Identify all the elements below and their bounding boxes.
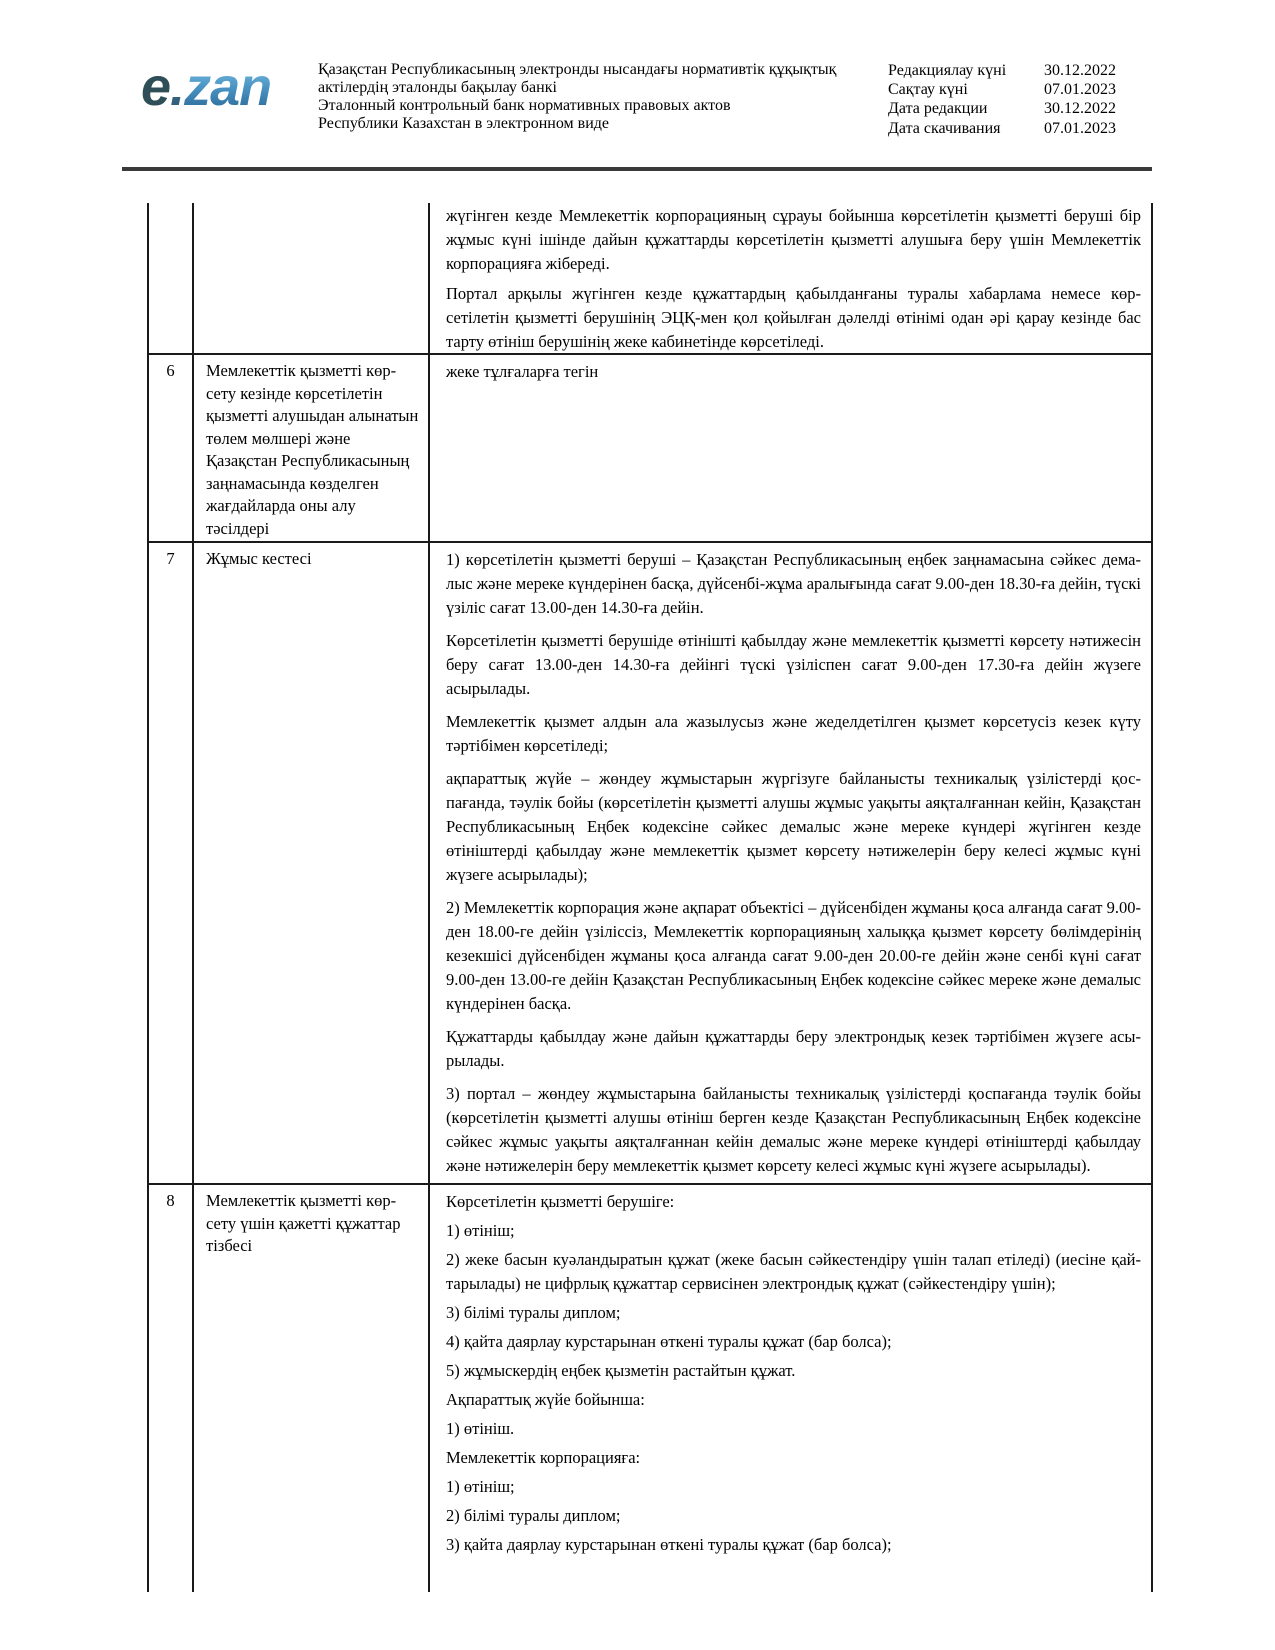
bank-title-line: Республики Казахстан в электронном виде: [318, 115, 610, 132]
row-label: Мемлекеттік қызметті көрсету кезінде көрсетілетін қызметті алушыдан алынатын төлем мөлшері және Қазақстан Республикасының заңнамасында көзделген жағдайларда оны алу тәсілдері: [194, 355, 430, 541]
table-row: [149, 353, 1151, 541]
row-number: 7: [149, 543, 194, 1183]
meta-row: [888, 61, 1116, 80]
meta-row: [888, 80, 1116, 99]
logo-text-zan: zan: [184, 57, 272, 117]
meta-label: Сақтау күні: [888, 81, 968, 99]
row-label: Жұмыс кестесі: [194, 543, 430, 1183]
meta-value: 30.12.2022: [1044, 62, 1116, 79]
paragraph: 2) білімі туралы диплом;: [446, 1506, 621, 1525]
paragraph: Ақпараттық жүйе бойынша:: [446, 1390, 645, 1409]
paragraph: 4) қайта даярлау курстарынан өткені туралы құжат (бар болса);: [446, 1332, 892, 1351]
paragraph: жеке тұлғаларға тегін: [446, 362, 599, 381]
row-content: [430, 355, 1151, 541]
row-number: 6: [149, 355, 194, 541]
paragraph: 1) өтініш;: [446, 1221, 515, 1240]
paragraph: Көрсетілетін қызметті берушіге:: [446, 1192, 675, 1211]
row-number: [149, 203, 194, 353]
paragraph: жүгінген кезде Мемлекеттік корпорацияның сұрауы бойынша көрсетілетін қызметті беруші бір жұмыс күні ішінде дайын құжаттарды көрсетілетін қызметті алушыға беру үшін Мемлекеттік корпорацияға жібереді.: [446, 206, 1141, 273]
document-meta: [888, 61, 1116, 138]
ezan-logo: [141, 57, 272, 117]
bank-title-line: актілердің эталонды бақылау банкі: [318, 79, 557, 96]
row-content: [430, 1185, 1151, 1592]
row-label: [194, 203, 430, 353]
meta-label: Редакциялау күні: [888, 62, 1007, 79]
meta-row: [888, 119, 1116, 138]
paragraph: Құжаттарды қабылдау және дайын құжаттарды беру электрондық кезек тәртібімен жүзеге асырылады.: [446, 1027, 1141, 1070]
paragraph: ақпараттық жүйе – жөндеу жұмыстарын жүргізуге байланысты техникалық үзілістерді қоспағанда, тәулік бойы (көрсетілетін қызметті алушы жұмыс уақыты аяқталғаннан кейін, Қазақстан Республикасының Еңбек кодексіне сәйкес демалыс және мереке күндері жүгінген кезде өтініштерді қабылдау және мемлекеттік қызмет көрсету нәтижелерін беру келесі жұмыс күні жүзеге асырылады);: [446, 769, 1141, 884]
paragraph: Портал арқылы жүгінген кезде құжаттардың қабылданғаны туралы хабарлама немесе көрсетілетін қызметті берушінің ЭЦҚ-мен қол қойылған дәлелді өтінімі одан әрі қарау кезінде бас тарту өтініш берушінің жеке кабинетінде көрсетіледі.: [446, 284, 1141, 351]
meta-label: Дата редакции: [888, 100, 988, 118]
meta-row: [888, 99, 1116, 118]
paragraph: 5) жұмыскердің еңбек қызметін растайтын құжат.: [446, 1361, 796, 1380]
bank-title-line: Қазақстан Республикасының электронды нысандағы нормативтік құқықтық: [318, 61, 837, 78]
logo-dot: .: [170, 57, 185, 117]
paragraph: 1) өтініш.: [446, 1419, 515, 1438]
paragraph: Көрсетілетін қызметті берушіде өтінішті қабылдау және мемлекеттік қызметті көрсету нәтижесін беру сағат 13.00-ден 14.30-ға дейінгі түскі үзіліспен сағат 9.00-ден 17.30-ға дейін жүзеге асырылады.: [446, 631, 1141, 698]
paragraph: 2) жеке басын куәландыратын құжат (жеке басын сәйкестендіру үшін талап етіледі) (иесіне қайтарылады) не цифрлық құжаттар сервисінен электрондық құжат (сәйкестендіру үшін);: [446, 1250, 1141, 1293]
row-number: 8: [149, 1185, 194, 1592]
logo-text-e: e: [141, 57, 171, 117]
paragraph: 3) қайта даярлау курстарынан өткені туралы құжат (бар болса);: [446, 1535, 892, 1554]
paragraph: 1) көрсетілетін қызметті беруші – Қазақстан Республикасының еңбек заңнамасына сәйкес демалыс және мереке күндерінен басқа, дүйсенбі-жұма аралығында сағат 9.00-ден 18.30-ға дейін, түскі үзіліс сағат 13.00-ден 14.30-ға дейін.: [446, 550, 1141, 617]
bank-title: [318, 61, 880, 133]
row-content: [430, 203, 1151, 353]
bank-title-line: Эталонный контрольный банк нормативных правовых актов: [318, 97, 731, 114]
header-divider: [122, 167, 1152, 171]
meta-label: Дата скачивания: [888, 119, 1001, 137]
row-content: [430, 543, 1151, 1183]
paragraph: Мемлекеттік қызмет алдын ала жазылусыз және жеделдетілген қызмет көрсетусіз кезек күту тәртібімен көрсетіледі;: [446, 712, 1141, 755]
table-row: [149, 203, 1151, 353]
paragraph: Мемлекеттік корпорацияға:: [446, 1448, 641, 1467]
meta-value: 07.01.2023: [1044, 81, 1116, 99]
paragraph: 1) өтініш;: [446, 1477, 515, 1496]
paragraph: 3) білімі туралы диплом;: [446, 1303, 621, 1322]
paragraph: 2) Мемлекеттік корпорация және ақпарат объектісі – дүйсенбіден жұманы қоса алғанда сағат 9.00-ден 18.00-ге дейін үзіліссіз, Мемлекеттік корпорацияның халыққа қызмет көрсету бөлімдерінің кезекшісі дүйсенбіден жұманы қоса алғанда сағат 9.00-ден 20.00-ге дейін және сенбі күні сағат 9.00-ден 13.00-ге дейін Қазақстан Республикасының Еңбек кодексіне сәйкес мереке және демалыс күндерінен басқа.: [446, 898, 1141, 1013]
row-label: Мемлекеттік қызметті көрсету үшін қажетті құжаттар тізбесі: [194, 1185, 430, 1592]
meta-value: 30.12.2022: [1044, 100, 1116, 118]
document-table: [147, 203, 1153, 1592]
table-row: [149, 541, 1151, 1183]
table-row: [149, 1183, 1151, 1592]
paragraph: 3) портал – жөндеу жұмыстарына байланысты техникалық үзілістерді қоспағанда тәулік бойы (көрсетілетін қызметті алушы өтініш берген кезде Қазақстан Республикасының Еңбек кодексіне сәйкес жұмыс уақыты аяқталғаннан кейін демалыс және мереке күндері өтініштерді қабылдау және нәтижелерін беру мемлекеттік қызмет көрсету келесі жұмыс күні жүзеге асырылады).: [446, 1084, 1141, 1175]
meta-value: 07.01.2023: [1044, 119, 1116, 137]
